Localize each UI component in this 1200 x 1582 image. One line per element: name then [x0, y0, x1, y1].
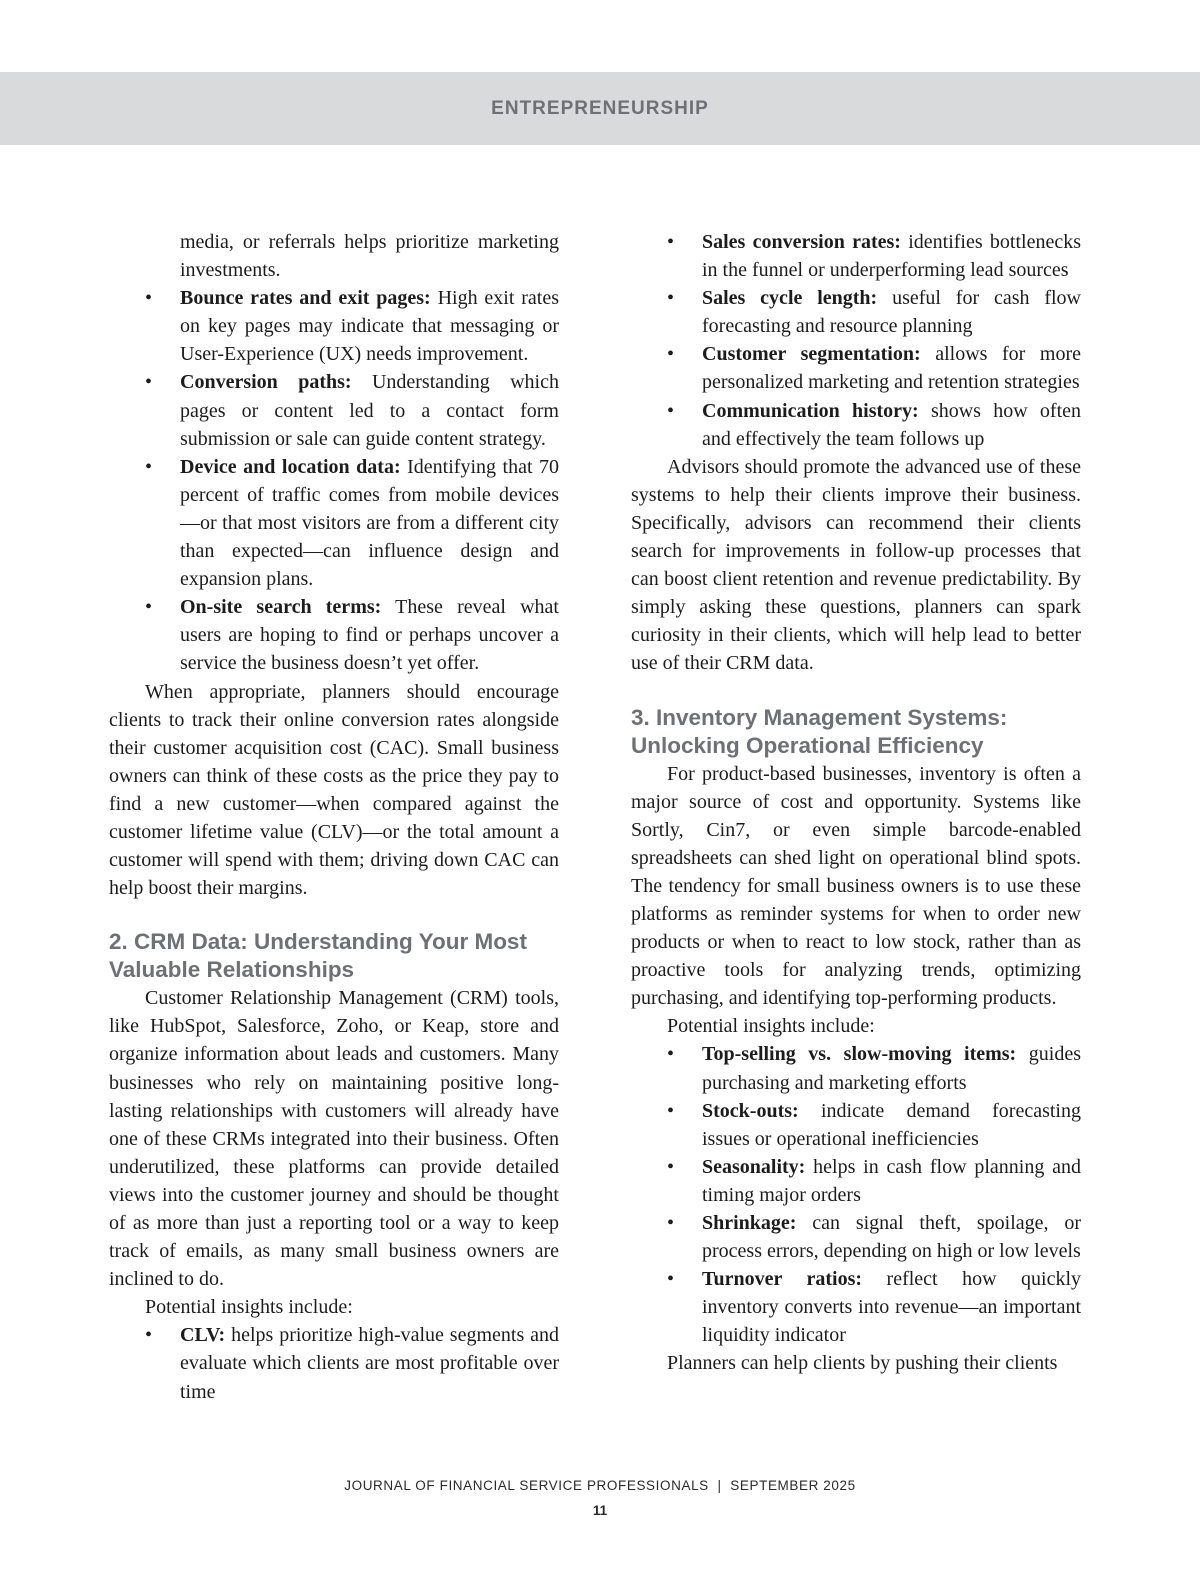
section-banner: [0, 72, 1200, 145]
section-heading-inventory: 3. Inventory Management Systems: Unlocking Operational Efficiency: [631, 704, 1008, 758]
left-column: [109, 228, 559, 1406]
inventory-insights-list: [631, 1040, 1081, 1349]
list-item: • Shrinkage: can signal theft, spoilage, or process errors, depending on high or low levels: [631, 1209, 1081, 1265]
crm-insights-list-continued: [631, 228, 1081, 453]
list-item: • Turnover ratios: reflect how quickly inventory converts into revenue—an important liquidity indicator: [631, 1265, 1081, 1349]
page-number: 11: [592, 1503, 608, 1518]
right-column: [631, 228, 1081, 1378]
list-item: • Seasonality: helps in cash flow planning and timing major orders: [631, 1153, 1081, 1209]
list-item: • CLV: helps prioritize high-value segments and evaluate which clients are most profitable over time: [109, 1321, 559, 1405]
section-title: ENTREPRENEURSHIP: [491, 97, 709, 119]
section-heading-crm: 2. CRM Data: Understanding Your Most Valuable Relationships: [109, 929, 527, 983]
list-item: • Sales cycle length: useful for cash flow forecasting and resource planning: [631, 284, 1081, 340]
list-item: • Customer segmentation: allows for more personalized marketing and retention strategies: [631, 340, 1081, 396]
list-item: • Stock-outs: indicate demand forecasting issues or operational inefficiencies: [631, 1097, 1081, 1153]
list-item: • Device and location data: Identifying that 70 percent of traffic comes from mobile devices—or that most visitors are from a different city than expected—can influence design and expansion plans.: [109, 453, 559, 593]
body-paragraph: Planners can help clients by pushing their clients: [667, 1352, 1058, 1375]
list-item: • Sales conversion rates: identifies bottlenecks in the funnel or underperforming lead sources: [631, 228, 1081, 284]
list-item: • Bounce rates and exit pages: High exit rates on key pages may indicate that messaging or User-Experience (UX) needs improvement.: [109, 284, 559, 368]
list-item: • Top-selling vs. slow-moving items: guides purchasing and marketing efforts: [631, 1040, 1081, 1096]
list-item: • Communication history: shows how often and effectively the team follows up: [631, 397, 1081, 453]
list-item: • Conversion paths: Understanding which pages or content led to a contact form submission or sale can guide content strategy.: [109, 368, 559, 452]
insights-label: Potential insights include:: [145, 1296, 353, 1319]
list-item: • On-site search terms: These reveal what users are hoping to find or perhaps uncover a service the business doesn’t yet offer.: [109, 593, 559, 677]
web-analytics-list: [109, 284, 559, 677]
insights-label: Potential insights include:: [667, 1015, 875, 1038]
body-paragraph: Customer Relationship Management (CRM) tools, like HubSpot, Salesforce, Zoho, or Keap, store and organize information about leads and customers. Many businesses who rely on maintaining positive long-lasting relationships with customers will already have one of these CRMs integrated into their business. Often underutilized, these platforms can provide detailed views into the customer journey and should be thought of as more than just a reporting tool or a way to keep track of emails, as many small business owners are inclined to do.: [109, 987, 559, 1291]
journal-footer: JOURNAL OF FINANCIAL SERVICE PROFESSIONALS | SEPTEMBER 2025: [344, 1478, 856, 1493]
crm-insights-list: [109, 1321, 559, 1405]
intro-continuation: media, or referrals helps prioritize marketing investments.: [180, 231, 559, 282]
body-paragraph: When appropriate, planners should encourage clients to track their online conversion rates alongside their customer acquisition cost (CAC). Small business owners can think of these costs as the price they pay to find a new customer—when compared against the customer lifetime value (CLV)—or the total amount a customer will spend with them; driving down CAC can help boost their margins.: [109, 680, 559, 900]
body-paragraph: Advisors should promote the advanced use of these systems to help their clients improve their business. Specifically, advisors can recommend their clients search for improvements in follow-up processes that can boost client retention and revenue predictability. By simply asking these questions, planners can spark curiosity in their clients, which will help lead to better use of their CRM data.: [631, 455, 1081, 675]
body-paragraph: For product-based businesses, inventory is often a major source of cost and opportunity. Systems like Sortly, Cin7, or even simple barcode-enabled spreadsheets can shed light on operational blind spots. The tendency for small business owners is to use these platforms as reminder systems for when to order new products or when to react to low stock, rather than as proactive tools for analyzing trends, optimizing purchasing, and identifying top-performing products.: [631, 762, 1081, 1010]
